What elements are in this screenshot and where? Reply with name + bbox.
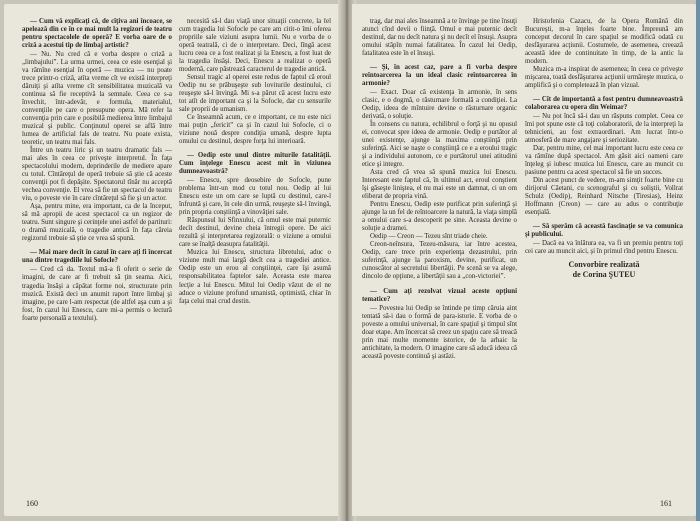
body-paragraph: Sensul tragic al operei este redus de faptul că eroul Oedip nu se prăbuşeşte sub loviturile destinului, ci reuşeşte să-l învingă. Mi s-a părut că acest lucru este tot atît de important ca şi la Sofocle, dar cu sensurile sale proprii de umanism. [179,74,331,114]
body-paragraph: Între un teatru liric şi un teatru dramatic fals — mai ales în ceea ce priveşte interpretul. În faţa spectacolului modern, deprinderile de mediere apare cu totul. Cîntăreţul de operă trebuie să ştie că aceste convenţii pot fi depăşite. Spectatorul tînăr nu acceptă vechea convenţie. El vrea să fie un spectacol de teatru viu, o poveste vie în care cîntăreţul să fie şi un actor. [22,147,172,203]
body-paragraph: Muzica lui Enescu, structura libretului, aduc o viziune mult mai largă decît cea a tragediei antice. Oedip este un erou al conştiinţei, care îşi asumă responsabilitatea faptelor sale. Aceasta este marea lecţie a lui Enescu. Mitul lui Oedip văzut de el ne aduce o viziune profund umanistă, optimistă, chiar în faţa celui mai crud destin. [179,249,331,305]
body-paragraph: — Dacă ea va înlătura ea, va fi un premiu pentru toţi cei care au muncit aici, şi în primul rînd pentru Enescu. [525,240,683,256]
body-paragraph: Asta cred că vrea să spună muzica lui Enescu. Interesant este faptul că, în ultimul act, eroul conştient îşi găseşte liniştea, el nu mai este un damnat, ci un om eliberat de propria vină. [362,169,517,201]
page-number-left: 160 [26,499,38,508]
body-paragraph: — Nu. Nu cred că e vorba despre o criză a „limbajului”. La urma urmei, ceea ce este esenţial şi va rămîne esenţial în operă — muzica — nu poate trece printr-o criză, atîta vreme cît ve există interpreţi dăruiţi şi atîta vreme cît sensibilitatea muzicală va continua să fie receptivă la semnale. Ceea ce s-a învechit, într-adevăr, e formula, materialul, convenţiile pe care o presupune opera. Mă refer la convenţia prin care e posibilă medierea între limbajul muzical şi public. Conţinutul operei se află între lumea de artificial fals de teatru. Nu poate exista, teoretic, un teatru mai fals. [22,51,172,147]
body-paragraph: — Povestea lui Oedip se întinde pe timp căruia aint tentată să-i dau o formă de para-istorie. E vorba de o poveste a omului universal, în care spaţiul şi timpul sînt doar etape. Am încercat să creez un spaţiu care să treacă prin mai multe momente istorice, de la arhaic la antichitate, la modern. O imagine care să aducă ideea că această poveste continuă şi astăzi. [362,304,517,360]
interview-question: — Şi, în acest caz, pare a fi vorba despre reîntoarcerea la un ideal clasic reîntoarcerea în armonie? [362,64,517,88]
body-paragraph: Hristofenia Cazacu, de la Opera Română din Bucureşti, m-a înţeles foarte bine. Împreună am conceput decorul în care spaţiul se modifică odată cu desfăşurarea acţiunii. Costumele, de asemenea, creează această idee de continuitate în timp, de la antic la modern. [525,18,683,66]
body-paragraph: Dar, pentru mine, cel mai important lucru este ceea ce va rămîne după spectacol. Am găsit aici oameni care înţeleg şi iubesc muzica lui Enescu, care au muncit cu pasiune pentru ca acest spectacol să fie un succes. [525,145,683,177]
right-page [352,4,696,516]
body-paragraph: Aşa, pentru mine, era important, ca de la început, să mă apropii de acest spectacol ca un regizor de teatru. Sunt singure şi cerinţele unei astfel de partituri: o dramă muzicală, o tragedie antică în faţa căreia regizorul trebuie să ştie ce vrea să spună. [22,203,172,243]
interview-question: — Să sperăm că această fascinaţie se va comunica şi publicului. [525,223,683,239]
left-page-column-2 [179,18,331,500]
right-page-column-2 [525,18,683,500]
body-paragraph: Ce înseamnă acum, ce e important, ce nu este nici mai puţin „fericit” ca şi în cazul lui Sofocle, ci o viziune nouă despre condiţia umană, despre lupta omului cu destinul, despre forţa lui interioară. [179,114,331,146]
body-paragraph: trag, dar mai ales înseamnă a te învinge pe tine însuţi atunci cînd devii o fiinţă. Omul e mai puternic decît destinul, dar nu decît natura şi nu decît el însuşi. Asupra omului stăpîn numai fatalitatea. În cazul lui Oedip, fatalitatea este în el însuşi. [362,18,517,58]
left-page [4,4,342,516]
body-paragraph: Oedip — Creon — Tezeu sînt triade cheie. [370,233,488,241]
interview-signature [525,260,683,280]
interview-question: — Mai mare decît în cazul în care aţi fi încercat una dintre tragediile lui Sofocle? [22,249,172,265]
body-paragraph: Pentru Enescu, Oedip este purificat prin suferinţă şi ajunge la un fel de reîntoarcere la natură, la viaţa simplă a omului care s-a descoperit pe sine. Aceasta devine o soluţie a dramei. [362,201,517,233]
body-paragraph: necesită să-l dau viaţă unor situaţii concrete, la fel cum tragedia lui Sofocle pe care am citit-o îmi oferea propriile sale viziuni asupra lumii. Nu e vorba de o operă teatrală, ci de o interpretare. Deci, lîngă acest lucru ceea ce a fost realizat şi la Enescu, a fost luat de la tragedia însăşi. Deci, Enescu a realizat o operă modernă, care păstrează caracterul de tragedie antică. [179,18,331,74]
body-paragraph: Creon-neînsura, Tezeu-măsura, iar între acestea, Oedip, care trece prin experienţa dezastrului, prin suferinţă, ajunge la paroxism, devine, purificat, un cunoscător al secretului libertăţii. Pe scenă se va alege, dincolo de opţiune, a libertăţii sau a „con-victoriei”. [362,241,517,281]
body-paragraph: În consens cu natura, echilibrul o forţă şi nu opusul ei, convocat spre ideea de armonie. Oedip e purtător al unei existenţe, ajunge la maxima conştiinţă prin suferinţă. Aici se naşte o conştiinţă ce e a eroului tragic şi a individului autonom, ce e purtătorul unei atitudini etice şi integre. [362,121,517,169]
body-paragraph: Răspunsul lui Sfinxului, că omul este mai puternic decît destinul, devine cheia întregii opere. De aici rezultă şi interpretarea regizorală: o viziune a omului care se înalţă deasupra fatalităţii. [179,217,331,249]
interview-question: — Oedip este unul dintre miturile fatalităţii. Cum înţelege Enescu acest mit în viziunea dumneavoastră? [179,152,331,176]
body-paragraph: Muzica m-a inspirat de asemenea; în ceea ce priveşte mişcarea, toată desfăşurarea acţiunii urmăreşte muzica, o amplifică şi o completează în plan vizual. [525,66,683,90]
body-paragraph: Din acest punct de vedere, m-am simţit foarte bine cu dirijorul Cãetani, cu scenograful şi cu soliştii, Vollrat Schulz (Oedip), Reinhard Nitsche (Tiresias), Heinz Hoffmann (Creon) — care au adus o contribuţie esenţială. [525,177,683,217]
interview-question: — Cît de importantă a fost pentru dumneavoastră colaborarea cu opera din Weimar? [525,96,683,112]
left-page-column-1 [22,18,172,500]
body-paragraph: — Exact. Doar că existenţa în armonie, în sens clasic, e o dogmă, o răsturnare formală a condiţiei. La Oedip, ideea de mîntuire devine o răsturnare organic derivată, o soluţie. [362,89,517,121]
signature-title: Convorbire realizată [568,260,640,270]
body-paragraph: — Enescu, spre deosebire de Sofocle, pune problema într-un mod cu totul nou. Oedip al lui Enescu este un om care se luptă cu destinul, care-l înfruntă şi care, în cele din urmă, reuşeşte să-l învingă, prin propria conştiinţă a vinovăţiei sale. [179,177,331,217]
body-paragraph: — Cred că da. Textul mă-a fi oferit o serie de imagini, de care ar fi trebuit să ţin seama. Aici, tragedia însăşi a căpătat forme noi, structurate prin muzică. Există deci un anumit raport între limbaj şi imagine, pe care l-am respectat (de altfel aşa cum a şi fost, în cazul lui Enescu, care mi-a permis o lectură foarte personală a textului). [22,266,172,322]
interview-question: — Cum aţi rezolvat vizual aceste opţiuni tematice? [362,287,517,303]
right-page-column-1 [362,18,517,500]
page-number-right: 161 [660,499,672,508]
signature-author: de Corina ŞUTEU [572,270,636,280]
cover-edge [696,0,700,521]
interview-question: — Cum vă explicaţi că, de cîţiva ani încoace, se apelează din ce în ce mai mult la regizori de teatru pentru spectacolele de operă? E vorba oare de o criză a acestui tip de limbaj artistic? [22,18,172,50]
body-paragraph: — Nu pot încă să-i dau un răspuns complet. Ceea ce îmi pot spune este că toţi colaboratorii, de la interpreţi la tehnicieni, au fost extraordinari. Am lucrat într-o atmosferă de mare angajare şi seriozitate. [525,113,683,145]
